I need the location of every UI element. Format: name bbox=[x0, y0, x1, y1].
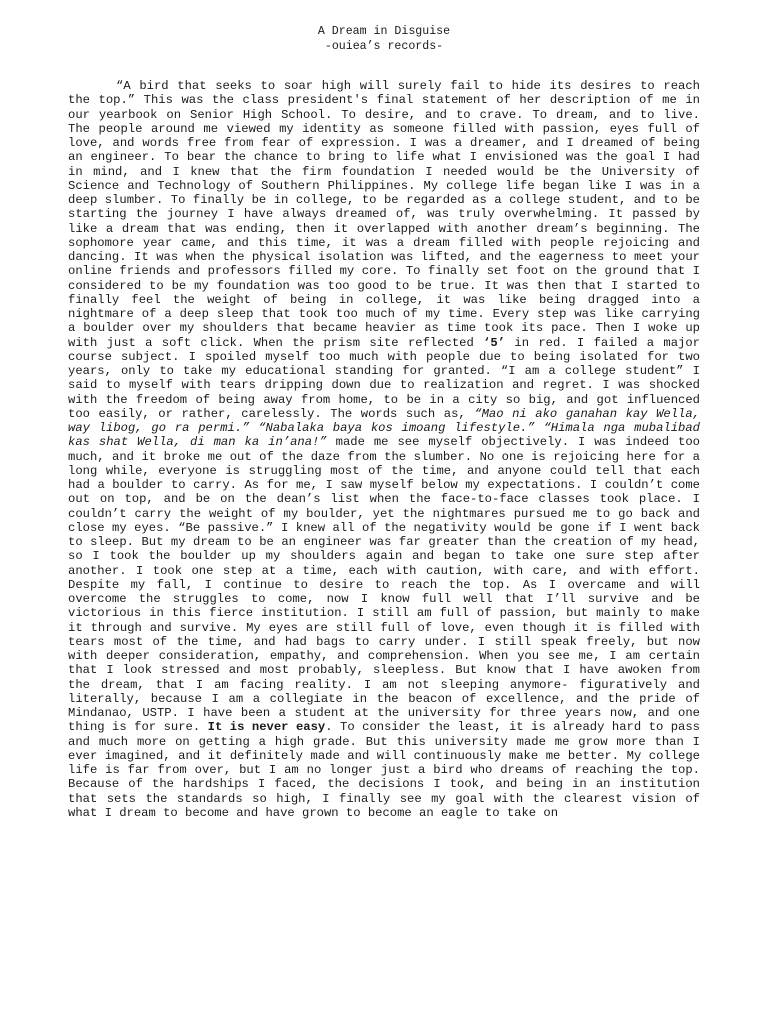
italic-text-run: “Mao ni ako ganahan kay Wella, way libog, go ra permi.” bbox=[68, 406, 700, 435]
document-subtitle: -ouiea’s records- bbox=[324, 40, 444, 53]
italic-text-run: “Nabalaka baya kos imoang lifestyle.” bbox=[258, 421, 535, 435]
text-run bbox=[249, 421, 258, 435]
bold-text-run: ‘5’ bbox=[483, 335, 506, 350]
italic-text-run: “Himala nga mubalibad kas shat Wella, di man ka in’ana!” bbox=[68, 421, 700, 450]
bold-text-run: It is never easy bbox=[207, 720, 326, 735]
text-run: “A bird that seeks to soar high will surely fail to hide its desires to reach the top.” This was the class president's final statement of her description of me in our yearbook on Senior High School. To desire, and to crave. To dream, and to live. The people around me viewed my identity as someone filled with passion, eyes full of love, and words free from fear of expression. I was a dreamer, and I dreamed of being an engineer. To bear the chance to bring to life what I envisioned was the goal I had in mind, and I knew that the firm foundation I needed would be the University of Science and Technology of Southern Philippines. My college life began like I was in a deep slumber. To finally be in college, to be regarded as a college student, and to be starting the journey I have always dreamed of, was truly overwhelming. It passed by like a dream that was ending, then it overlapped with another dream’s beginning. The sophomore year came, and this time, it was a dream filled with people rejoicing and dancing. It was when the physical isolation was lifted, and the eagerness to meet your online friends and professors filled my core. To finally set foot on the ground that I considered to be my foundation was too good to be true. It was then that I started to finally feel the weight of being in college, it was like being dragged into a nightmare of a deep sleep that took too much of my time. Every step was like carrying a boulder over my shoulders that became heavier as time took its pace. Then I woke up with just a soft click. When the prism site reflected bbox=[68, 79, 700, 350]
document-title: A Dream in Disguise bbox=[317, 25, 451, 38]
text-run: . To consider the least, it is already hard to pass and much more on getting a high grade. But this university made me grow more than I ever imagined, and it definitely made and will continuously make me better. My college life is far from over, but I am no longer just a bird who dreams of reaching the top. Because of the hardships I faced, the decisions I took, and being in an institution that sets the standards so high, I finally see my goal with the clearest vision of what I dream to become and have grown to become an eagle to take on bbox=[68, 720, 700, 820]
text-run: in red. I failed a major course subject. I spoiled myself too much with people due to being isolated for two years, only to take my educational standing for granted. “I am a college student” I said to myself with tears dripping down due to realization and regret. I was shocked with the freedom of being away from home, to be in a city so big, and got influenced too easily, or rather, carelessly. The words such as, bbox=[68, 335, 700, 421]
text-run: made me see myself objectively. I was indeed too much, and it broke me out of the daze from the slumber. No one is rejoicing here for a long while, everyone is struggling most of the time, and anyone could tell that each had a boulder to carry. As for me, I saw myself below my expectations. I couldn’t come out on top, and be on the dean’s list when the face-to-face classes took place. I couldn’t carry the weight of my boulder, yet the nightmares pursued me to go back and close my eyes. “Be passive.” I knew all of the negativity would be gone if I went back to sleep. But my dream to be an engineer was far greater than the creation of my head, so I took the boulder up my shoulders again and began to take one sure step after another. I took one step at a time, each with caution, with care, and with effort. Despite my fall, I continue to desire to reach the top. As I overcame and will overcome the struggles to come, now I know full well that I’ll survive and be victorious in this fierce institution. I still am full of passion, but mainly to make it through and survive. My eyes are still full of love, even though it is filled with tears most of the time, and had bags to carry under. I still speak freely, but now with deeper consideration, empathy, and comprehension. When you see me, I am certain that I look stressed and most probably, sleepless. But know that I have awoken from the dream, that I am facing reality. I am not sleeping anymore- figuratively and literally, because I am a collegiate in the beacon of excellence, and the pride of Mindanao, USTP. I have been a student at the university for three years now, and one thing is for sure. bbox=[68, 435, 700, 735]
body-paragraph bbox=[68, 79, 700, 820]
